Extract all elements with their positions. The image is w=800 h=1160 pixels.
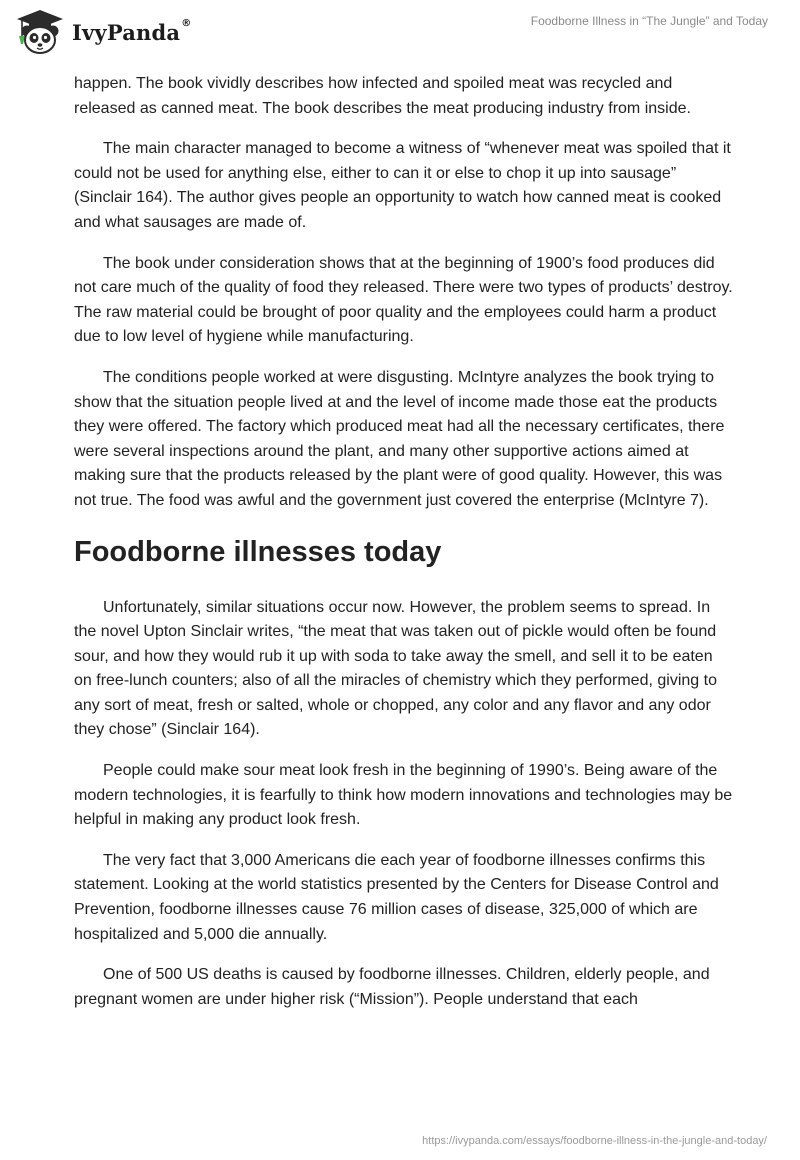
paragraph: One of 500 US deaths is caused by foodborne illnesses. Children, elderly people, and pregnant women are under higher risk (“Mission”). People understand that each: [74, 966, 710, 1008]
panda-graduate-logo-icon: [14, 8, 66, 56]
paragraph: The book under consideration shows that at the beginning of 1900’s food produces did not care much of the quality of food they released. There were two types of products’ destroy. The raw material could be brought of poor quality and the employees could harm a product due to low level of hygiene while manufacturing.: [74, 254, 733, 346]
paragraph: People could make sour meat look fresh in the beginning of 1990’s. Being aware of the modern technologies, it is fearfully to think how modern innovations and technologies may be helpful in making any product look fresh.: [74, 762, 733, 829]
essay-body: [74, 72, 734, 1028]
paragraph: The very fact that 3,000 Americans die each year of foodborne illnesses confirms this statement. Looking at the world statistics presented by the Centers for Disease Control and Prevention, foodborne illnesses cause 76 million cases of disease, 325,000 of which are hospitalized and 5,000 die annually.: [74, 851, 719, 943]
paragraph: Unfortunately, similar situations occur now. However, the problem seems to spread. In the novel Upton Sinclair writes, “the meat that was taken out of pickle would often be found sour, and how they would rub it up with soda to take away the smell, and sell it to be eaten on free-lunch counters; also of all the miracles of chemistry which they performed, giving to any sort of meat, fresh or salted, whole or chopped, any color and any flavor and any odor they chose” (Sinclair 164).: [74, 598, 717, 739]
paragraph: The main character managed to become a witness of “whenever meat was spoiled that it could not be used for anything else, either to can it or else to chop it up into sausage” (Sinclair 164). The author gives people an opportunity to watch how canned meat is cooked and what sausages are made of.: [74, 140, 731, 231]
paragraph: happen. The book vividly describes how infected and spoiled meat was recycled and released as canned meat. The book describes the meat producing industry from inside.: [74, 75, 691, 117]
document-title: Foodborne Illness in “The Jungle” and Today: [530, 14, 768, 28]
source-url-link[interactable]: https://ivypanda.com/essays/foodborne-illness-in-the-jungle-and-today/: [422, 1135, 767, 1147]
section-heading: Foodborne illnesses today: [74, 535, 442, 568]
brand-name: IvyPanda®: [72, 17, 192, 45]
brand-logo[interactable]: [14, 8, 191, 56]
paragraph: The conditions people worked at were disgusting. McIntyre analyzes the book trying to show that the situation people lived at and the level of income made those eat the products they were offered. The factory which produced meat had all the necessary certificates, there were several inspections around the plant, and many other supportive actions aimed at making sure that the products released by the plant were of good quality. However, this was not true. The food was awful and the government just covered the enterprise (McIntyre 7).: [74, 368, 725, 509]
page-header: [0, 0, 800, 64]
registered-mark: ®: [181, 17, 192, 29]
